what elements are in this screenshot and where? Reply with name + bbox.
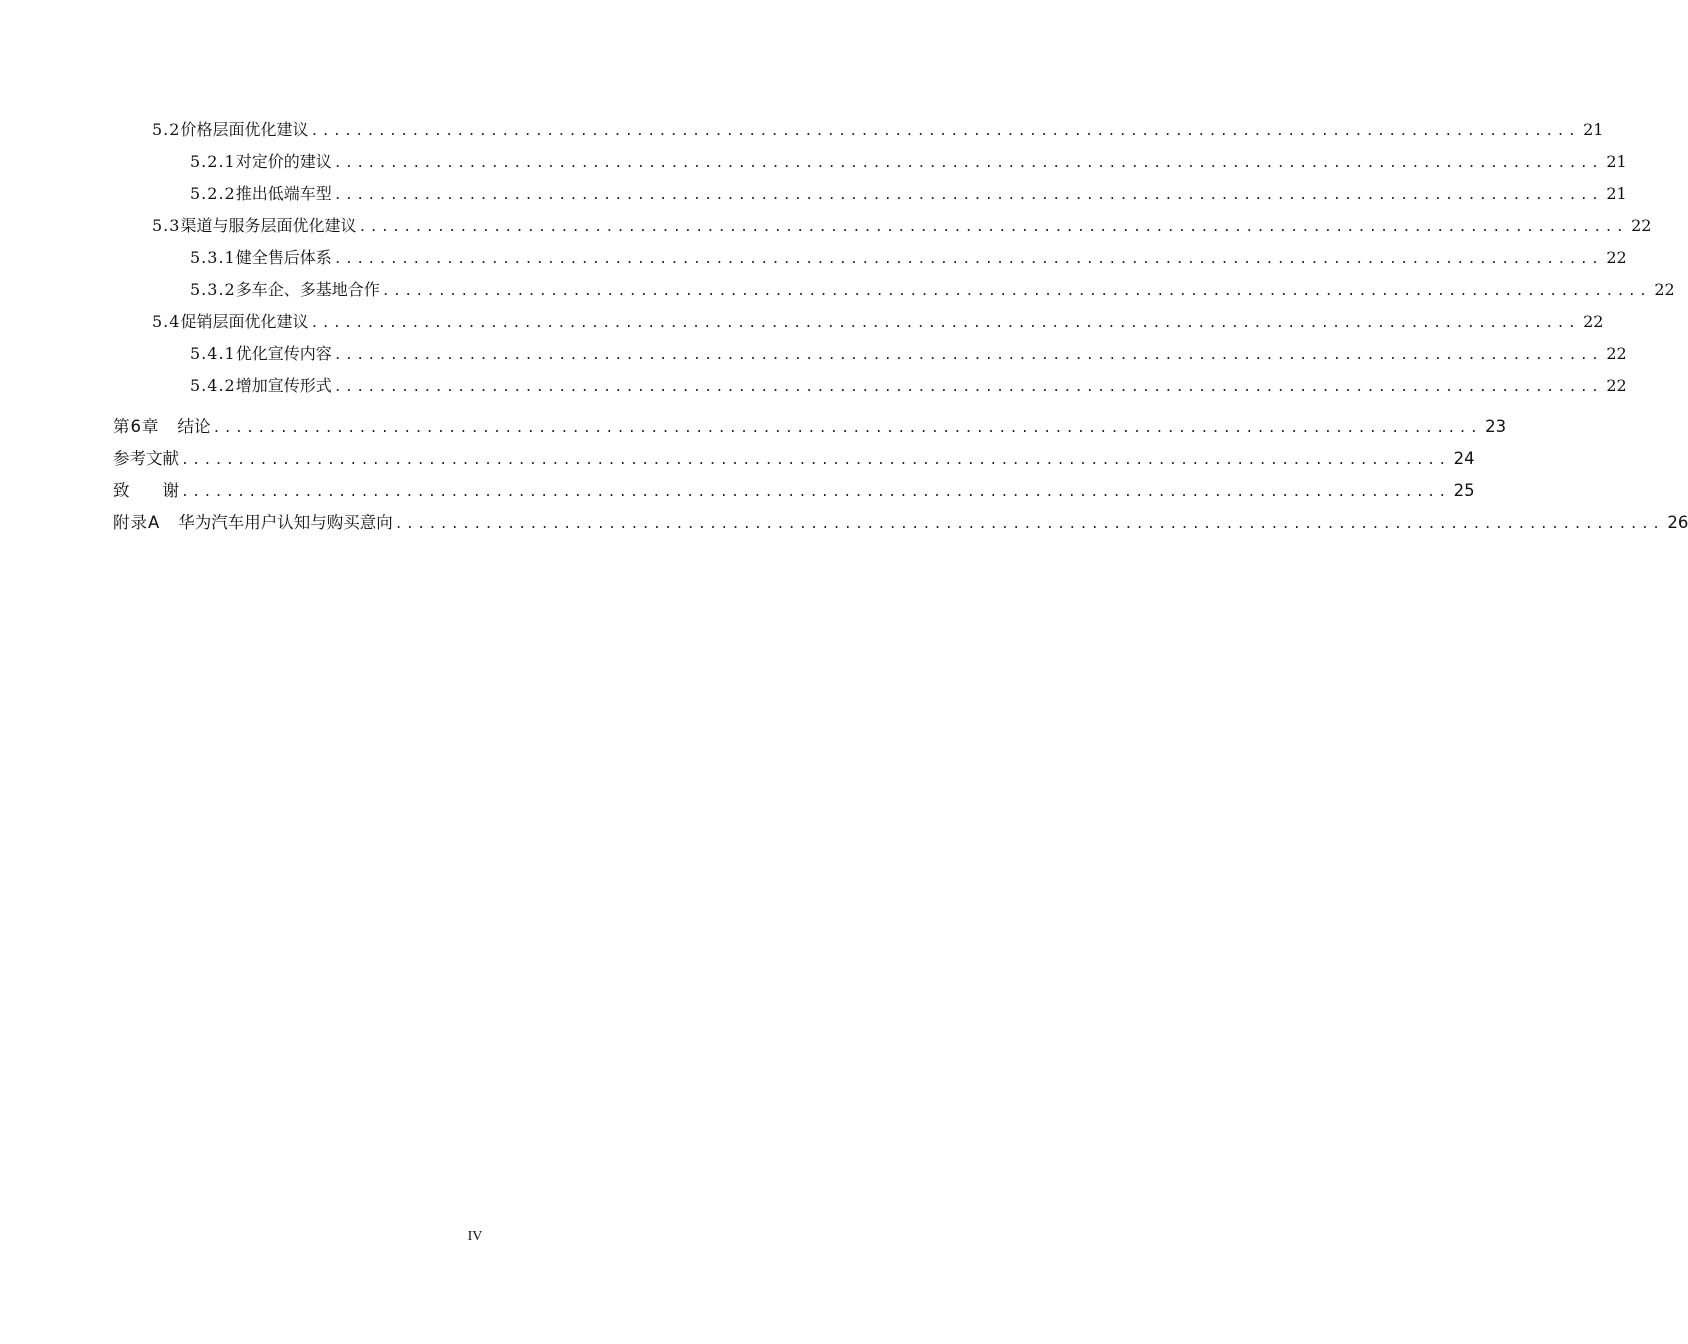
page-number: 21 <box>1606 152 1627 171</box>
page-number: 22 <box>1606 344 1627 363</box>
page-number: 21 <box>1606 184 1627 203</box>
toc-entry-5-2[interactable] <box>152 119 1604 143</box>
section-title: 价格层面优化建议 <box>180 120 309 139</box>
toc-entry-chapter-6[interactable] <box>113 416 1507 440</box>
toc-entry-references[interactable] <box>113 448 1475 472</box>
section-number: 5.4.2 <box>190 376 236 395</box>
footer-page-number: IV <box>467 1229 483 1244</box>
section-title: 推出低端车型 <box>235 184 332 203</box>
dot-leader: ................................................................................................................. <box>181 453 1450 468</box>
chapter-title: 参考文献 <box>113 449 179 468</box>
section-number: 5.2.1 <box>190 152 236 171</box>
section-number: 5.4 <box>152 312 181 331</box>
dot-leader: ................................................................................................................. <box>358 220 1628 235</box>
section-title: 对定价的建议 <box>235 152 332 171</box>
dot-leader: ................................................................................................................. <box>333 156 1603 171</box>
section-number: 5.2.2 <box>190 184 236 203</box>
toc-entry-5-3-1[interactable] <box>190 247 1627 271</box>
page-number: 24 <box>1453 449 1475 468</box>
chapter-title: 致 谢 <box>113 481 179 500</box>
page-number: 23 <box>1485 417 1507 436</box>
page-number: 21 <box>1583 120 1604 139</box>
dot-leader: ................................................................................................................. <box>181 485 1450 500</box>
dot-leader: ................................................................................................................. <box>333 252 1603 267</box>
toc-entry-5-4-1[interactable] <box>190 343 1627 367</box>
toc-entry-appendix-a[interactable] <box>113 512 1688 536</box>
section-title: 多车企、多基地合作 <box>235 280 380 299</box>
toc-entry-5-2-1[interactable] <box>190 151 1627 175</box>
page-number: 22 <box>1606 248 1627 267</box>
toc-entry-5-2-2[interactable] <box>190 183 1627 207</box>
toc-entry-5-3-2[interactable] <box>190 279 1675 303</box>
toc-entry-5-4-2[interactable] <box>190 375 1627 399</box>
dot-leader: ................................................................................................................. <box>394 517 1664 532</box>
chapter-number: 第6章 <box>113 417 160 436</box>
toc-entry-acknowledgements[interactable] <box>113 480 1475 504</box>
chapter-title: 结论 <box>177 417 211 436</box>
appendix-number: 附录A <box>113 513 161 532</box>
page-number: 22 <box>1583 312 1604 331</box>
section-title: 健全售后体系 <box>235 248 332 267</box>
chapter-title: 华为汽车用户认知与购买意向 <box>178 513 393 532</box>
toc-entry-5-4[interactable] <box>152 311 1604 335</box>
dot-leader: ................................................................................................................. <box>333 348 1603 363</box>
section-title: 优化宣传内容 <box>235 344 332 363</box>
page-number: 22 <box>1631 216 1652 235</box>
section-title: 促销层面优化建议 <box>180 312 309 331</box>
page-number: 26 <box>1667 513 1688 532</box>
section-number: 5.3.2 <box>190 280 236 299</box>
dot-leader: ................................................................................................................. <box>381 284 1651 299</box>
page-number: 25 <box>1453 481 1475 500</box>
dot-leader: ................................................................................................................. <box>310 124 1580 139</box>
section-number: 5.3.1 <box>190 248 236 267</box>
dot-leader: ................................................................................................................. <box>333 380 1603 395</box>
section-number: 5.4.1 <box>190 344 236 363</box>
dot-leader: ................................................................................................................. <box>333 188 1603 203</box>
dot-leader: ................................................................................................................. <box>310 316 1580 331</box>
section-title: 增加宣传形式 <box>235 376 332 395</box>
section-number: 5.2 <box>152 120 181 139</box>
section-number: 5.3 <box>152 216 181 235</box>
page-number: 22 <box>1654 280 1675 299</box>
section-title: 渠道与服务层面优化建议 <box>180 216 357 235</box>
toc-entry-5-3[interactable] <box>152 215 1652 239</box>
dot-leader: ................................................................................................................. <box>212 421 1482 436</box>
page-number: 22 <box>1606 376 1627 395</box>
